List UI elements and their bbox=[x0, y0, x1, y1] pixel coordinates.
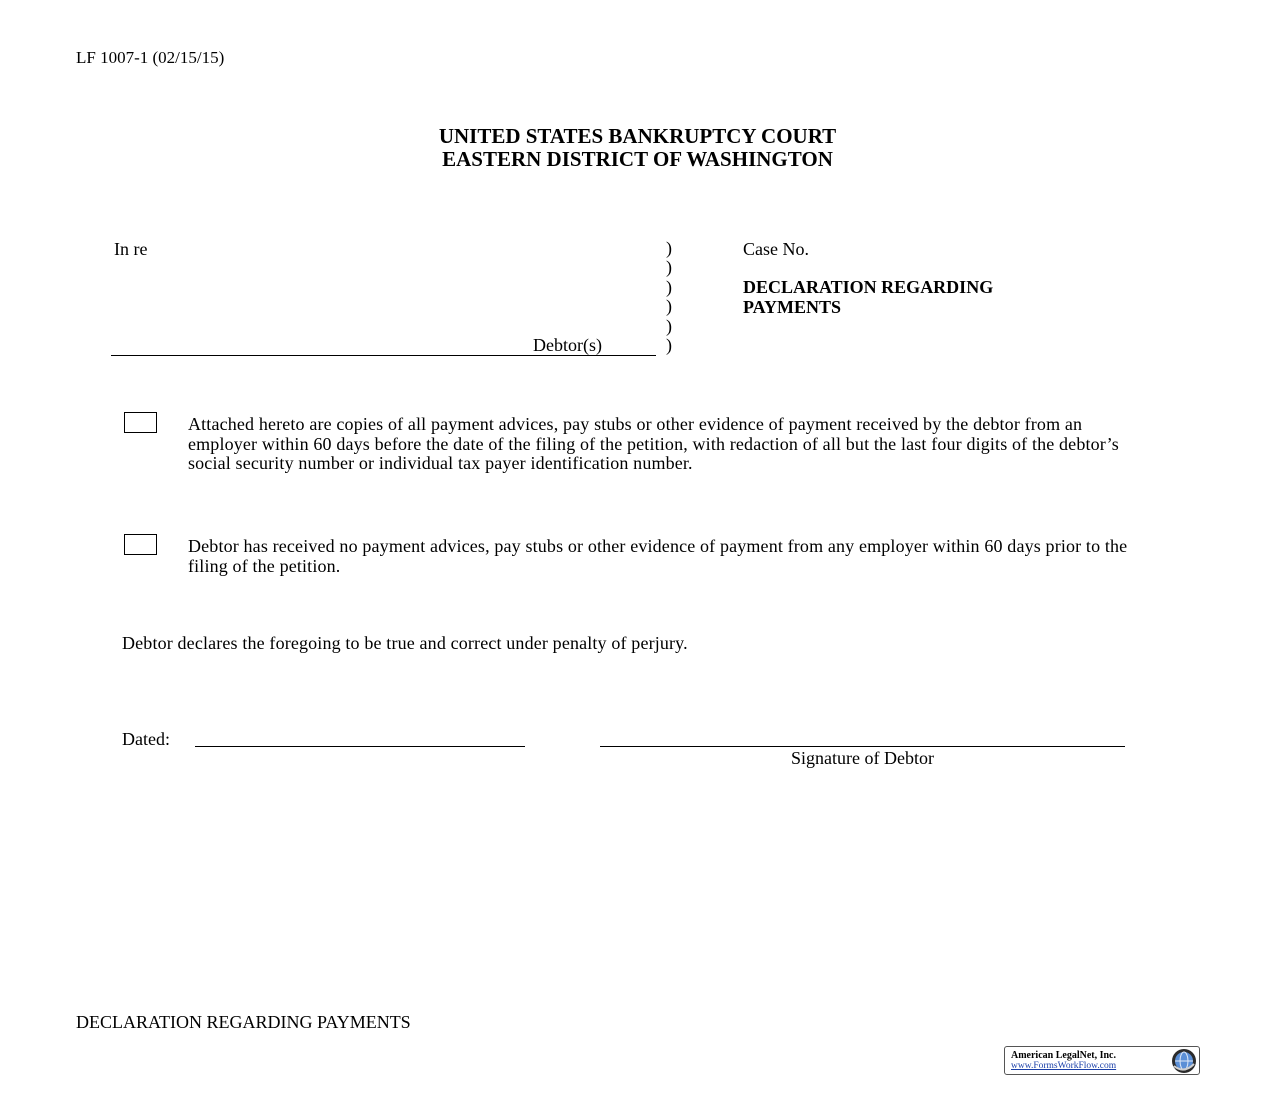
in-re-label: In re bbox=[114, 239, 148, 259]
debtors-label: Debtor(s) bbox=[533, 335, 602, 355]
case-number-label: Case No. bbox=[743, 239, 809, 259]
document-title-line1: DECLARATION REGARDING bbox=[743, 277, 994, 297]
date-line[interactable] bbox=[195, 746, 525, 747]
no-payment-advices-text: Debtor has received no payment advices, pay stubs or other evidence of payment from any employer within 60 days prior to the filing of the petition. bbox=[188, 536, 1128, 576]
no-payment-advices-checkbox[interactable] bbox=[124, 534, 157, 555]
signature-line[interactable] bbox=[600, 746, 1125, 747]
document-title bbox=[743, 277, 993, 317]
paren: ) bbox=[666, 335, 672, 356]
footer-title: DECLARATION REGARDING PAYMENTS bbox=[76, 1012, 411, 1032]
debtor-name-line[interactable] bbox=[111, 355, 656, 356]
perjury-declaration: Debtor declares the foregoing to be true and correct under penalty of perjury. bbox=[122, 633, 688, 653]
payment-advices-attached-checkbox[interactable] bbox=[124, 412, 157, 433]
signature-label: Signature of Debtor bbox=[791, 748, 934, 768]
document-title-line2: PAYMENTS bbox=[743, 297, 842, 317]
logo-url-link[interactable]: www.FormsWorkFlow.com bbox=[1011, 1061, 1117, 1071]
court-name: UNITED STATES BANKRUPTCY COURT bbox=[438, 124, 837, 148]
paren: ) bbox=[666, 257, 672, 278]
paren: ) bbox=[666, 276, 672, 297]
paren: ) bbox=[666, 315, 672, 336]
payment-advices-attached-text: Attached hereto are copies of all payment advices, pay stubs or other evidence of payment received by the debtor from an employer within 60 days before the date of the filing of the petition, with redaction of all but the last four digits of the debtor’s social security number or individual tax payer identification number. bbox=[188, 414, 1119, 473]
dated-label: Dated: bbox=[122, 729, 170, 749]
american-legalnet-logo[interactable] bbox=[1004, 1046, 1200, 1075]
court-district: EASTERN DISTRICT OF WASHINGTON bbox=[442, 147, 833, 171]
caption-parentheses bbox=[666, 239, 672, 355]
paren: ) bbox=[666, 238, 672, 258]
form-id: LF 1007-1 (02/15/15) bbox=[76, 48, 225, 67]
logo-company: American LegalNet, Inc. bbox=[1011, 1050, 1116, 1061]
globe-icon bbox=[1171, 1048, 1197, 1074]
paren: ) bbox=[666, 296, 672, 317]
